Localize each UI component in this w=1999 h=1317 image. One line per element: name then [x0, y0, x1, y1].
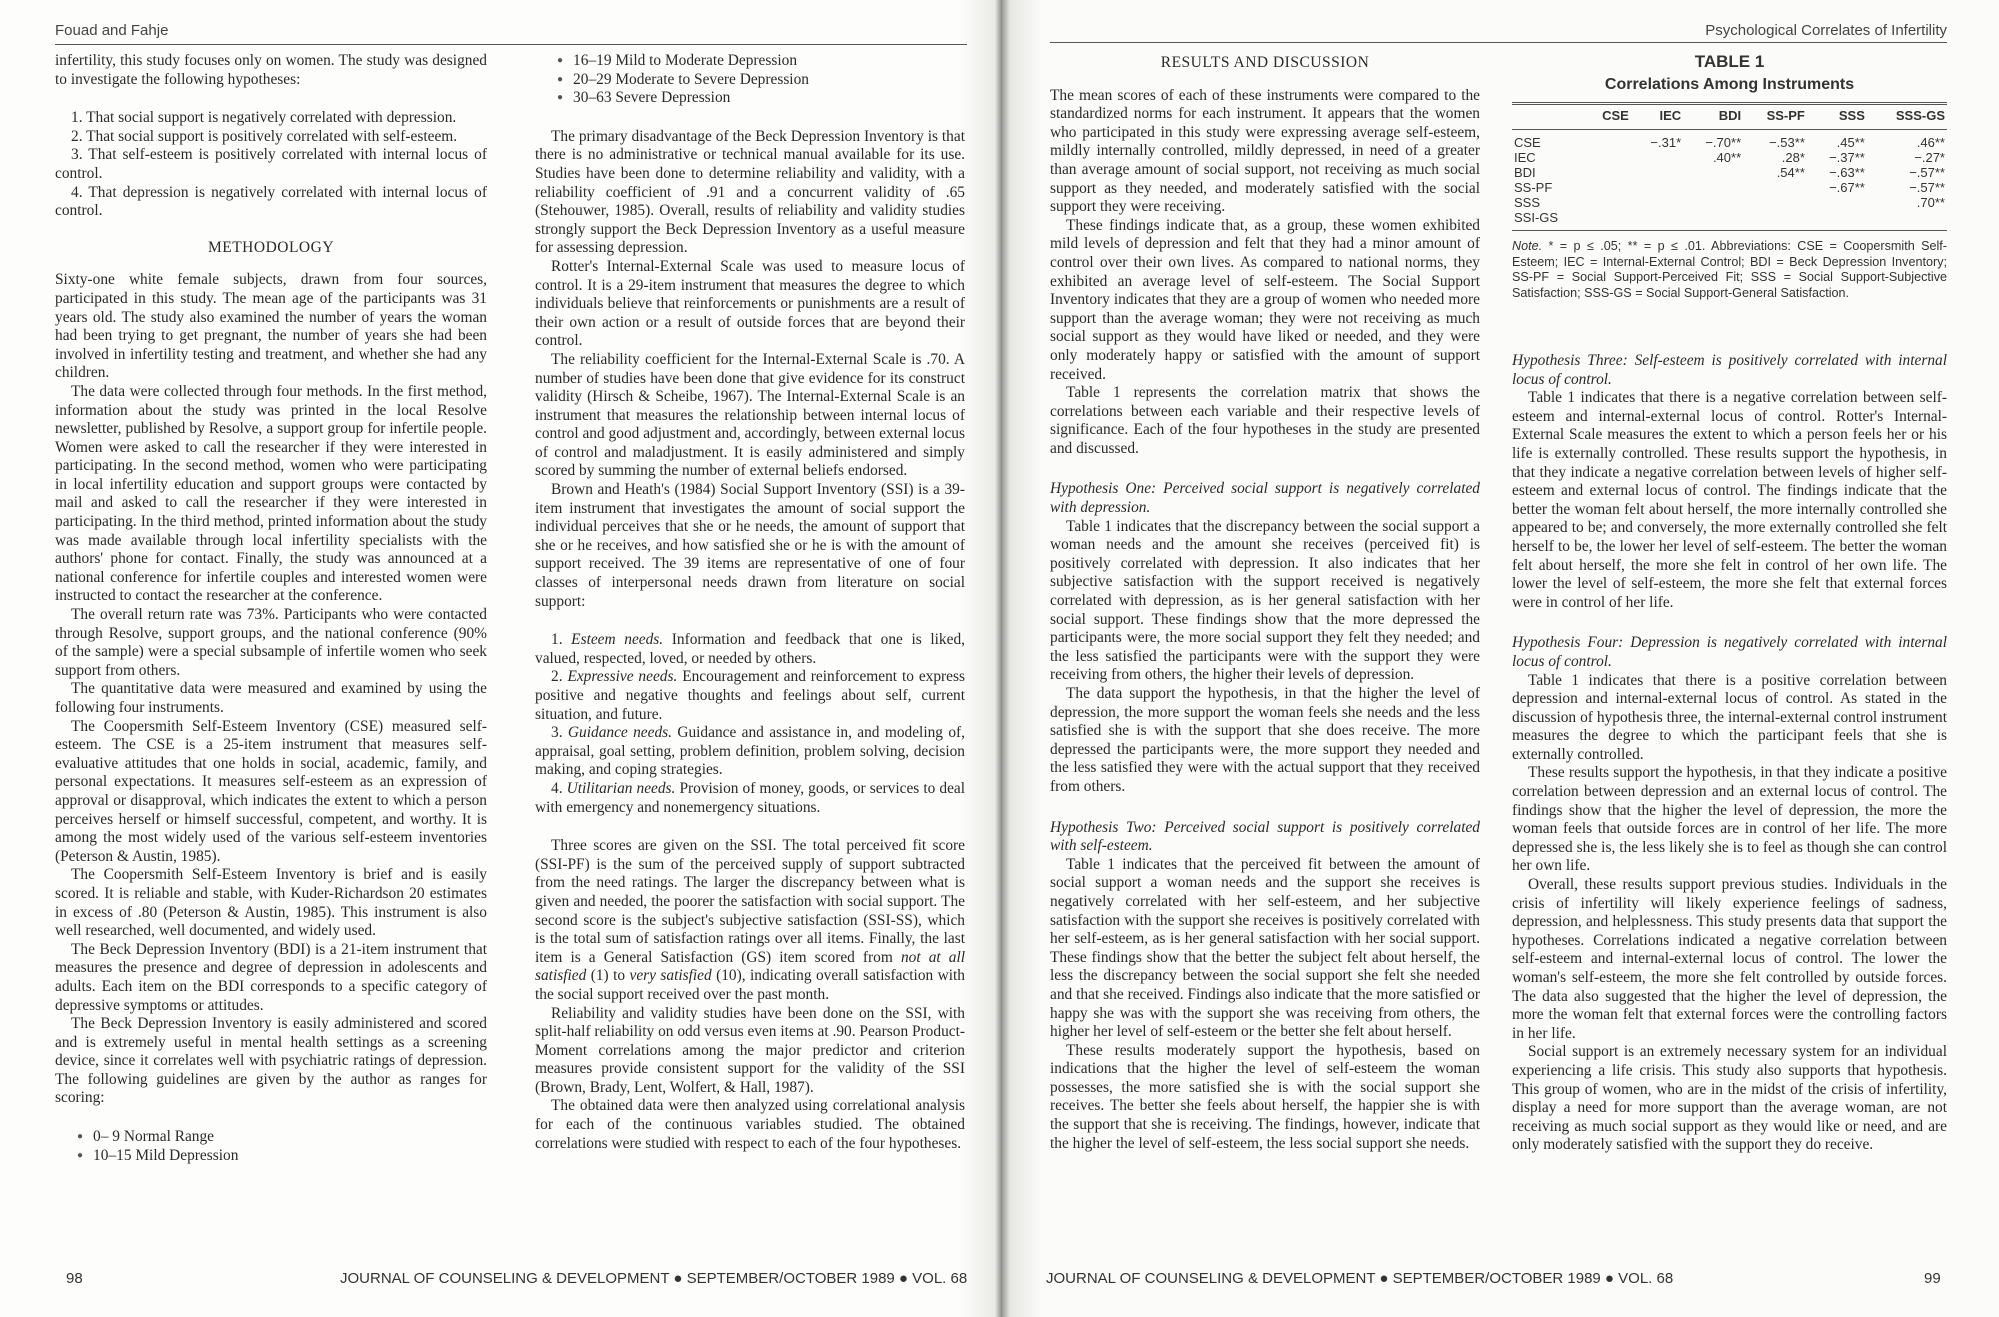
- table-cell: [1743, 180, 1807, 195]
- spacer: [535, 611, 965, 631]
- list-item: 4. That depression is negatively correlated with internal locus of control.: [55, 183, 487, 220]
- paragraph: The quantitative data were measured and examined by using the following four instruments.: [55, 680, 487, 716]
- column-header: SSS-GS: [1867, 104, 1947, 130]
- table-cell: [1584, 180, 1630, 195]
- paragraph: [535, 837, 965, 1004]
- table-row: [1512, 210, 1947, 231]
- table-body: [1512, 130, 1947, 231]
- text-run: Guidance and assistance in, and modeling of, appraisal, goal setting, problem definition, problem solving, decision making, and coping strategies.: [535, 724, 966, 779]
- paragraph: Table 1 represents the correlation matrix that shows the correlations between each variable and their respective levels of significance. Each of the four hypotheses in the study are presented and discussed.: [1050, 384, 1480, 457]
- spacer: [535, 817, 965, 837]
- table-cell: [1584, 150, 1630, 165]
- italic-text: not at all satisfied: [535, 948, 965, 985]
- italic-text: Guidance needs.: [567, 724, 672, 742]
- table-cell: .28*: [1781, 150, 1805, 165]
- text-run: Provision of money, goods, or services to deal with emergency and nonemergency situations.: [535, 779, 966, 816]
- table-header-row: [1512, 104, 1947, 130]
- table-cell: [1683, 180, 1743, 195]
- footer-journal-right: JOURNAL OF COUNSELING & DEVELOPMENT ● SEPTEMBER/OCTOBER 1989 ● VOL. 68: [1046, 1270, 1674, 1287]
- column-header: BDI: [1683, 104, 1743, 130]
- row-label: CSE: [1514, 135, 1541, 150]
- table-cell: [1683, 195, 1743, 210]
- italic-text: very satisfied: [629, 967, 712, 985]
- paragraph: The Coopersmith Self-Esteem Inventory (CSE) measured self-esteem. The CSE is a 25-item instrument that measures self-evaluative attitudes that one holds in social, academic, family, and personal expectations. It measures self-esteem as an expression of approval or disapproval, which indicates the extent to which a person perceives herself or himself successful, competent, and worthy. It is among the most widely used of the various self-esteem inventories (Peterson & Austin, 1985).: [55, 717, 487, 865]
- text-run: Three scores are given on the SSI. The total perceived fit score (SSI-PF) is the sum of the perceived supply of support subtracted from the need ratings. The larger the discrepancy between what is given and needed, the poorer the satisfaction with social support. The second score is the subject's subjective satisfaction (SSI-SS), which is the total sum of satisfaction ratings over all items. Finally, the last item is a General Satisfaction (GS) item scored from: [535, 837, 965, 966]
- paragraph: Sixty-one white female subjects, drawn from four sources, participated in this study. The mean age of the participants was 31 years old. The study also examined the number of years the woman had been trying to get pregnant, the number of years she had been involved in infertility testing and treatment, and whether she had any children.: [55, 271, 487, 382]
- table-cell: [1584, 130, 1630, 151]
- table-cell: [1584, 210, 1630, 231]
- paragraph: Table 1 indicates that there is a positive correlation between depression and internal-external locus of control. As stated in the discussion of hypothesis three, the internal-external control instrument measures the degree to which the participant feels that she is externally controlled.: [1512, 671, 1947, 763]
- paragraph: The Beck Depression Inventory is easily administered and scored and is extremely useful in mental health settings as a screening device, since it correlates well with psychiatric ratings of depression. The following guidelines are given by the author as ranges for scoring:: [55, 1015, 487, 1107]
- table-cell: −.57**: [1909, 180, 1945, 195]
- column-header: IEC: [1631, 104, 1683, 130]
- table-cell: −.31*: [1650, 135, 1682, 150]
- column-header: SS-PF: [1743, 104, 1807, 130]
- italic-text: Expressive needs.: [567, 668, 678, 686]
- table-row: [1512, 195, 1947, 210]
- table-subtitle: Correlations Among Instruments: [1604, 76, 1855, 93]
- left-column-2: [535, 52, 965, 1153]
- column-header: SSS: [1807, 104, 1867, 130]
- table-cell: −.27*: [1914, 150, 1945, 165]
- paragraph: Table 1 indicates that there is a negative correlation between self-esteem and internal-external locus of control. Rotter's Internal-External Scale measures the extent to which a person feels her or his life is externally controlled. These results support the hypothesis, in that they indicate a negative correlation between levels of higher self-esteem and external locus of control. The findings indicate that the better the woman felt about herself, the more internally controlled she appeared to be; and conversely, the more externally controlled she felt herself to be, the lower her level of self-esteem. The better the woman felt about herself, the more she felt in control of her own life. The lower the level of self-esteem, the more she felt that external forces were in control of her life.: [1512, 389, 1947, 611]
- text-run: 2.: [551, 668, 568, 686]
- paragraph: The overall return rate was 73%. Participants who were contacted through Resolve, support groups, and the national conference (90% of the sample) were a special subsample of infertile women who seek support from others.: [55, 606, 487, 679]
- text-run: Encouragement and reinforcement to express positive and negative thoughts and feelings about self, current situation, and future.: [535, 668, 965, 723]
- spacer: [55, 89, 487, 109]
- paragraph: The data support the hypothesis, in that the higher the level of depression, the more support the woman feels she needs and the less satisfied she is with the support that she does receive. The more depressed the participants were, the more support they needed and the less satisfied they were with the actual support that they received from others.: [1050, 685, 1480, 795]
- page-number-right: 99: [1924, 1270, 1941, 1287]
- section-heading: RESULTS AND DISCUSSION: [1160, 54, 1370, 71]
- table-cell: [1631, 195, 1683, 210]
- table-cell: .40**: [1712, 150, 1742, 165]
- table-row: [1512, 165, 1947, 180]
- paragraph: These findings indicate that, as a group, these women exhibited mild levels of depression and felt that they had a minor amount of control over their own lives. As compared to national norms, they exhibited an average level of self-esteem. The Social Support Inventory indicates that they are a group of women who needed more support than the average woman; they were not receiving as much social support as they would have liked or needed, and they were only moderately happy or satisfied with the amount of support received.: [1050, 216, 1480, 383]
- paragraph: The data were collected through four methods. In the first method, information about the study was printed in the local Resolve newsletter, published by Resolve, a support group for infertile people. Women were asked to call the researcher if they were interested in participating. In the second method, women who were participating in local infertility education and support groups were contacted by mail and asked to call the researcher if they were interested in participating. In the third method, printed information about the study was made available through local infertility specialists with the authors' phone for contact. Finally, the study was announced at a national conference for infertile couples and interested women were instructed to contact the researcher at the conference.: [55, 382, 487, 605]
- footer-journal-left: JOURNAL OF COUNSELING & DEVELOPMENT ● SEPTEMBER/OCTOBER 1989 ● VOL. 68: [340, 1270, 968, 1287]
- row-label: SS-PF: [1514, 180, 1553, 195]
- row-label: BDI: [1514, 165, 1536, 180]
- paragraph: The reliability coefficient for the Internal-External Scale is .70. A number of studies have been done that give evidence for its construct validity (Hirsch & Scheibe, 1967). The Internal-External Scale is an instrument that measures the relationship between internal locus of control and good adjustment and, accordingly, between external locus of control and maladjustment. It is easily administered and simply scored by summing the number of external beliefs endorsed.: [535, 350, 965, 480]
- spacer: [55, 1108, 487, 1128]
- table-cell: .45**: [1836, 135, 1865, 150]
- paragraph: These results moderately support the hypothesis, based on indications that the higher the level of self-esteem the woman possesses, the more satisfied she is with the social support she receives. The better she feels about herself, the happier she is with the support that she is receiving. The findings, however, indicate that the higher the level of self-esteem, the less social support she needs.: [1050, 1041, 1480, 1152]
- running-head-right: Psychological Correlates of Infertility: [1705, 22, 1947, 39]
- left-column-1: [55, 52, 487, 1165]
- table-cell: −.70**: [1705, 135, 1742, 150]
- italic-text: Esteem needs.: [571, 631, 664, 649]
- paragraph: Overall, these results support previous studies. Individuals in the crisis of infertility will likely experience feelings of sadness, depression, and helplessness. This study presents data that support the hypotheses. Correlations indicated a negative correlation between self-esteem and internal-external locus of control. The lower the woman's self-esteem, the more she felt controlled by outside forces. The data also suggested that the higher the level of depression, the more the woman felt that external forces were the controlling factors in her life.: [1512, 876, 1947, 1042]
- bullet-item: ● 10–15 Mild Depression: [77, 1147, 487, 1166]
- table-row: [1512, 130, 1947, 151]
- hypothesis-heading: Hypothesis One: Perceived social support is negatively correlated with depression.: [1050, 480, 1480, 517]
- table-title: TABLE 1: [1694, 52, 1765, 71]
- table-cell: −.37**: [1829, 150, 1865, 165]
- table-cell: .70**: [1916, 195, 1945, 210]
- paragraph: Brown and Heath's (1984) Social Support Inventory (SSI) is a 39-item instrument that investigates the amount of social support the individual perceives that she or he needs, the amount of support that she or he receives, and how satisfied she or he is with the amount of support received. The 39 items are representative of one of four classes of interpersonal needs drawn from literature on social support:: [535, 481, 965, 610]
- table-row: [1512, 180, 1947, 195]
- table-cell: .46**: [1916, 135, 1945, 150]
- paragraph: The Coopersmith Self-Esteem Inventory is brief and is easily scored. It is reliable and stable, with Kuder-Richardson 20 estimates in excess of .80 (Peterson & Austin, 1985). This instrument is also well researched, well documented, and widely used.: [55, 866, 487, 940]
- right-column-1: [1050, 36, 1480, 1153]
- table-row: [1512, 150, 1947, 165]
- paragraph: Social support is an extremely necessary system for an individual experiencing a life crisis. This study also supports that hypothesis. This group of women, who are in the midst of the crisis of infertility, display a need for more support than the average woman, are not receiving as much social support as they would like or need, and are only moderately satisfied with the support they do receive.: [1512, 1043, 1947, 1154]
- bullet-item: ● 0– 9 Normal Range: [77, 1128, 487, 1147]
- table-cell: [1807, 210, 1867, 231]
- paragraph: Table 1 indicates that the discrepancy between the social support a woman needs and the amount she receives (perceived fit) is positively correlated with depression. It also indicates that her subjective satisfaction with the support received is negatively correlated with depression, as is her general satisfaction with her social support. These findings show that the more depressed the participants were, the more social support they felt they needed; and the less satisfied the participants were with the support they were receiving from others, the higher their levels of depression.: [1050, 517, 1480, 684]
- paragraph: infertility, this study focuses only on women. The study was designed to investigate the following hypotheses:: [55, 52, 487, 88]
- table-cell: [1584, 195, 1630, 210]
- table-cell: [1631, 150, 1683, 165]
- row-label: SSS: [1514, 195, 1541, 210]
- running-head-left: Fouad and Fahje: [55, 22, 169, 39]
- header-rule-left: [55, 44, 967, 45]
- paragraph: The Beck Depression Inventory (BDI) is a 21-item instrument that measures the presence and degree of depression in adolescents and adults. Each item on the BDI corresponds to a specific category of depressive symptoms or attitudes.: [55, 940, 487, 1014]
- table-cell: .54**: [1776, 165, 1805, 180]
- text-run: 1.: [551, 631, 572, 649]
- paragraph: These results support the hypothesis, in that they indicate a positive correlation between depression and an external locus of control. The findings show that the higher the level of depression, the more the woman feels that outside forces are in control of her life. The more depressed she is, the less likely she is to feel as though she can control her own life.: [1512, 764, 1947, 875]
- table-cell: [1867, 210, 1947, 231]
- list-item: [535, 724, 965, 780]
- paragraph: The primary disadvantage of the Beck Depression Inventory is that there is no administrative or technical manual available for its use. Studies have been done to determine reliability and validity, with a reliability coefficient of .91 and a concurrent validity of .65 (Stehouwer, 1985). Overall, results of reliability and validity studies strongly support the Beck Depression Inventory as a useful measure for assessing depression.: [535, 127, 965, 257]
- paragraph: The obtained data were then analyzed using correlational analysis for each of the continuous variables studied. The obtained correlations were studied with respect to each of the four hypotheses.: [535, 1097, 965, 1152]
- text-run: Information and feedback that one is liked, valued, respected, loved, or needed by others.: [535, 631, 965, 667]
- list-item: 1. That social support is negatively correlated with depression.: [71, 109, 457, 127]
- bullet-item: ● 16–19 Mild to Moderate Depression: [557, 52, 965, 71]
- table-note-text: * = p ≤ .05; ** = p ≤ .01. Abbreviations: CSE = Coopersmith Self-Esteem; IEC = Internal-External Control; BDI = Beck Depression Inventory; SS-PF = Social Support-Perceived Fit; SSS = Social Support-Subjective Satisfaction; SSS-GS = Social Support-General Satisfaction.: [1512, 239, 1947, 300]
- list-item: 2. That social support is positively correlated with self-esteem.: [71, 127, 458, 145]
- list-item: [535, 780, 965, 817]
- right-column-2: [1512, 330, 1947, 1155]
- paragraph: Reliability and validity studies have been done on the SSI, with split-half reliability on odd versus even items at .90. Pearson Product-Moment correlations among the major predictor and criterion measures provide consistent support for the validity of the SSI (Brown, Brady, Lent, Wolfert, & Hall, 1987).: [535, 1004, 965, 1096]
- hypothesis-heading: Hypothesis Four: Depression is negatively correlated with internal locus of control.: [1512, 634, 1947, 670]
- section-heading: METHODOLOGY: [207, 238, 335, 256]
- table-cell: [1807, 195, 1867, 210]
- table-cell: −.67**: [1829, 180, 1865, 195]
- table-cell: [1631, 210, 1683, 231]
- row-label: SSI-GS: [1514, 210, 1559, 225]
- text-run: 3.: [551, 724, 568, 742]
- table-note: [1512, 239, 1947, 301]
- bullet-item: ● 30–63 Severe Depression: [557, 89, 965, 108]
- paragraph: The mean scores of each of these instruments were compared to the standardized norms for each instrument. It appears that the women who participated in this study were expressing average self-esteem, mildly internally controlled, mildly depressed, in need of a greater than average amount of social support, not receiving as much social support as they needed, and moderately satisfied with the social support they were receiving.: [1050, 86, 1480, 216]
- paragraph: Table 1 indicates that the perceived fit between the amount of social support a woman needs and the support she receives is negatively correlated with her self-esteem, and her subjective satisfaction with the support she receives is positively correlated with her self-esteem, as is her general satisfaction with her social support. These findings show that the better the subject felt about herself, the less the discrepancy between the social support she felt she needed and that she received. Findings also indicate that the more satisfied or happy she was with the support she was receiving from others, the higher her level of self-esteem or the better she felt about herself.: [1050, 855, 1480, 1041]
- column-header: [1512, 104, 1584, 130]
- table-cell: [1683, 210, 1743, 231]
- bullet-item: ● 20–29 Moderate to Severe Depression: [557, 71, 965, 90]
- table-cell: −.57**: [1909, 165, 1945, 180]
- text-run: 4.: [551, 779, 567, 797]
- table-cell: [1631, 180, 1683, 195]
- hypothesis-heading: Hypothesis Two: Perceived social support is positively correlated with self-esteem.: [1050, 818, 1480, 855]
- list-item: [535, 631, 965, 668]
- list-item: [535, 668, 965, 724]
- paragraph: Rotter's Internal-External Scale was used to measure locus of control. It is a 29-item instrument that measures the degree to which individuals believe that reinforcements or punishments are a result of their own action or a result of outside forces that are beyond their control.: [535, 257, 965, 350]
- table-cell: [1631, 165, 1683, 180]
- table-cell: [1584, 165, 1630, 180]
- table-cell: [1683, 165, 1743, 180]
- text-run: (1) to: [586, 967, 630, 985]
- table-cell: −.53**: [1769, 135, 1805, 150]
- table-cell: [1743, 195, 1807, 210]
- italic-text: Utilitarian needs.: [566, 779, 676, 797]
- row-label: IEC: [1514, 150, 1536, 165]
- page-number-left: 98: [66, 1270, 83, 1287]
- text-run: (10), indicating overall satisfaction with the social support received over the past month.: [535, 967, 965, 1003]
- table-cell: [1743, 210, 1807, 231]
- column-header: CSE: [1584, 104, 1630, 130]
- spacer: [535, 108, 965, 128]
- hypothesis-heading: Hypothesis Three: Self-esteem is positively correlated with internal locus of control.: [1512, 352, 1947, 388]
- list-item: 3. That self-esteem is positively correlated with internal locus of control.: [55, 146, 487, 182]
- table-cell: −.63**: [1829, 165, 1865, 180]
- correlation-table: [1512, 52, 1947, 301]
- table-note-label: Note.: [1512, 239, 1543, 253]
